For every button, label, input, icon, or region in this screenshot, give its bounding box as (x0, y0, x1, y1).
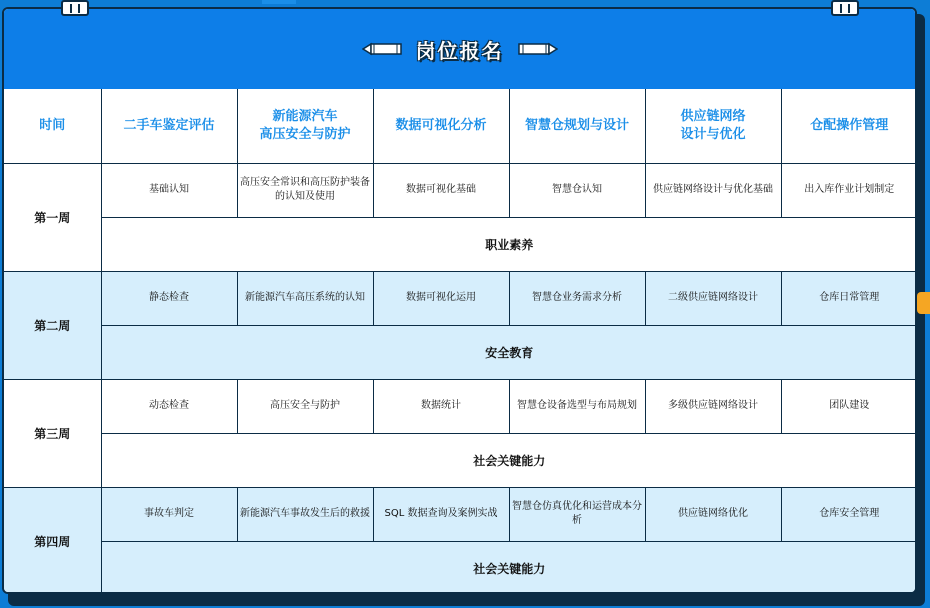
pencil-right-icon (516, 42, 558, 56)
course-cell: 多级供应链网络设计 (645, 379, 781, 433)
table-row (4, 163, 917, 217)
week-label: 第三周 (4, 379, 101, 487)
column-header: 新能源汽车 高压安全与防护 (237, 89, 373, 163)
side-tab-mark (917, 292, 930, 314)
course-cell: 二级供应链网络设计 (645, 271, 781, 325)
course-cell: 高压安全与防护 (237, 379, 373, 433)
course-cell: 出入库作业计划制定 (781, 163, 917, 217)
registration-card (2, 7, 917, 594)
course-cell: 智慧仓设备选型与布局规划 (509, 379, 645, 433)
course-cell: 数据可视化运用 (373, 271, 509, 325)
course-cell: 基础认知 (101, 163, 237, 217)
common-course-cell: 社会关键能力 (101, 541, 917, 594)
course-cell: 仓库日常管理 (781, 271, 917, 325)
week-label: 第四周 (4, 487, 101, 594)
column-header: 供应链网络 设计与优化 (645, 89, 781, 163)
table-header-row (4, 89, 917, 163)
course-cell: 供应链网络优化 (645, 487, 781, 541)
week-3-group (4, 379, 917, 487)
binder-clip-right-icon (831, 0, 859, 16)
common-course-cell: 职业素养 (101, 217, 917, 271)
binder-clip-left-icon (61, 0, 89, 16)
course-cell: SQL 数据查询及案例实战 (373, 487, 509, 541)
week-label: 第一周 (4, 163, 101, 271)
course-cell: 数据可视化基础 (373, 163, 509, 217)
course-cell: 供应链网络设计与优化基础 (645, 163, 781, 217)
course-cell: 智慧仓仿真优化和运营成本分析 (509, 487, 645, 541)
table-row (4, 271, 917, 325)
table-row (4, 325, 917, 379)
course-cell: 新能源汽车高压系统的认知 (237, 271, 373, 325)
pencil-left-icon (362, 42, 404, 56)
course-cell: 智慧仓认知 (509, 163, 645, 217)
table-row (4, 487, 917, 541)
week-2-group (4, 271, 917, 379)
top-strip (262, 0, 296, 4)
column-header: 仓配操作管理 (781, 89, 917, 163)
schedule-table (4, 89, 917, 594)
column-header: 时间 (4, 89, 101, 163)
column-header: 智慧仓规划与设计 (509, 89, 645, 163)
common-course-cell: 社会关键能力 (101, 433, 917, 487)
course-cell: 事故车判定 (101, 487, 237, 541)
course-cell: 团队建设 (781, 379, 917, 433)
table-row (4, 379, 917, 433)
course-cell: 数据统计 (373, 379, 509, 433)
table-row (4, 541, 917, 594)
card-header (4, 9, 915, 91)
table-row (4, 217, 917, 271)
course-cell: 仓库安全管理 (781, 487, 917, 541)
week-4-group (4, 487, 917, 594)
course-cell: 静态检查 (101, 271, 237, 325)
common-course-cell: 安全教育 (101, 325, 917, 379)
course-cell: 动态检查 (101, 379, 237, 433)
week-1-group (4, 163, 917, 271)
course-cell: 智慧仓业务需求分析 (509, 271, 645, 325)
page-title: 岗位报名 (415, 38, 504, 63)
course-cell: 高压安全常识和高压防护装备的认知及使用 (237, 163, 373, 217)
table-row (4, 433, 917, 487)
week-label: 第二周 (4, 271, 101, 379)
course-cell: 新能源汽车事故发生后的救援 (237, 487, 373, 541)
column-header: 二手车鉴定评估 (101, 89, 237, 163)
column-header: 数据可视化分析 (373, 89, 509, 163)
